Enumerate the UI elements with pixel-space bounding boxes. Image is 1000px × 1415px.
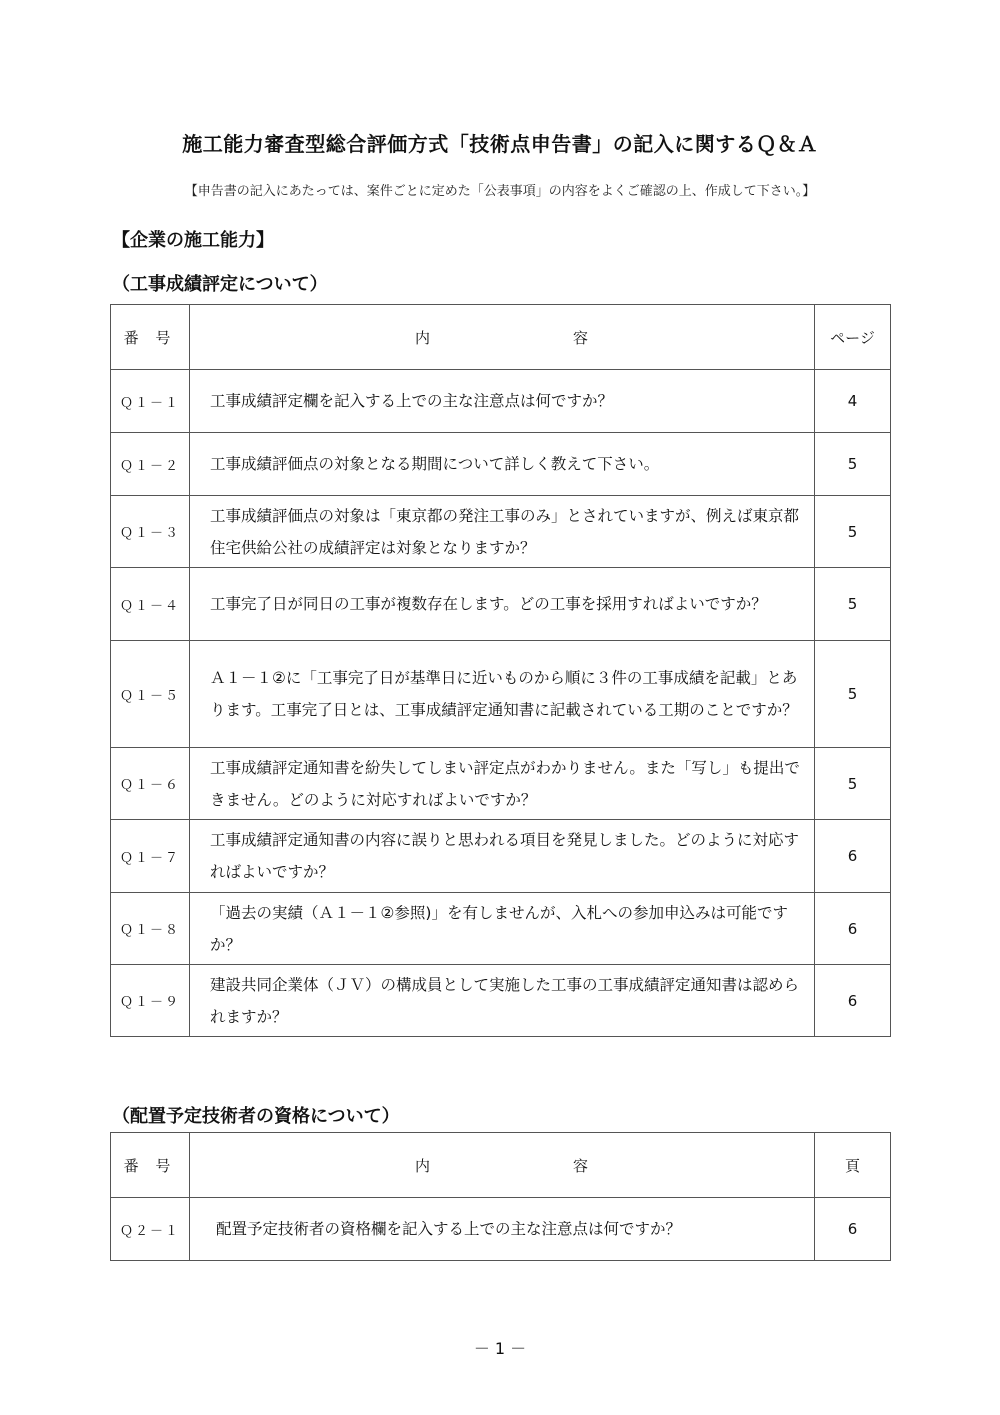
page-number: 5	[815, 496, 891, 568]
table-row	[111, 965, 891, 1037]
question-number: Ｑ１－９	[111, 965, 190, 1037]
table-row	[111, 820, 891, 893]
header-content: 内 容	[190, 1133, 815, 1198]
header-number: 番 号	[111, 1133, 190, 1198]
table-row	[111, 568, 891, 641]
question-number: Ｑ２－１	[111, 1198, 190, 1261]
header-content: 内 容	[190, 305, 815, 370]
qa-table-performance	[110, 304, 891, 1037]
question-number: Ｑ１－８	[111, 893, 190, 965]
page-number: 6	[815, 1198, 891, 1261]
question-number: Ｑ１－４	[111, 568, 190, 641]
question-number: Ｑ１－７	[111, 820, 190, 893]
instruction-note: 【申告書の記入にあたっては、案件ごとに定めた「公表事項」の内容をよくご確認の上、作成して下さい。】	[184, 184, 816, 199]
table-row	[111, 748, 891, 820]
page-number: 5	[815, 433, 891, 496]
table-row	[111, 1198, 891, 1261]
document-title: 施工能力審査型総合評価方式「技術点申告書」の記入に関するＱ＆Ａ	[182, 132, 818, 156]
page-number: 6	[815, 820, 891, 893]
subsection-heading-performance: （工事成績評定について）	[112, 274, 328, 295]
question-text: 建設共同企業体（ＪＶ）の構成員として実施した工事の工事成績評定通知書は認められますか？	[190, 965, 815, 1037]
header-number: 番 号	[111, 305, 190, 370]
question-text: 工事完了日が同日の工事が複数存在します。どの工事を採用すればよいですか？	[190, 568, 815, 641]
question-text: 工事成績評価点の対象となる期間について詳しく教えて下さい。	[190, 433, 815, 496]
table-header-row	[111, 1133, 891, 1198]
question-text: 工事成績評価点の対象は「東京都の発注工事のみ」とされていますが、例えば東京都住宅供給公社の成績評定は対象となりますか？	[190, 496, 815, 568]
page-footer: － 1 －	[473, 1339, 527, 1358]
question-number: Ｑ１－１	[111, 370, 190, 433]
page-number: 5	[815, 641, 891, 748]
subsection-heading-engineer: （配置予定技術者の資格について）	[112, 1106, 400, 1127]
question-text: 工事成績評定通知書の内容に誤りと思われる項目を発見しました。どのように対応すればよいですか？	[190, 820, 815, 893]
header-page: ページ	[815, 305, 891, 370]
page-number: 5	[815, 748, 891, 820]
question-number: Ｑ１－３	[111, 496, 190, 568]
page-number: 6	[815, 965, 891, 1037]
table-row	[111, 893, 891, 965]
question-text: 配置予定技術者の資格欄を記入する上での主な注意点は何ですか？	[190, 1198, 815, 1261]
table-row	[111, 496, 891, 568]
question-text: 工事成績評定欄を記入する上での主な注意点は何ですか？	[190, 370, 815, 433]
table-header-row	[111, 305, 891, 370]
question-text: 「過去の実績（Ａ１－１②参照)」を有しませんが、入札への参加申込みは可能ですか？	[190, 893, 815, 965]
question-text: Ａ１－１②に「工事完了日が基準日に近いものから順に３件の工事成績を記載」とあります。工事完了日とは、工事成績評定通知書に記載されている工期のことですか？	[190, 641, 815, 748]
question-text: 工事成績評定通知書を紛失してしまい評定点がわかりません。また「写し」も提出できません。どのように対応すればよいですか？	[190, 748, 815, 820]
header-page: 頁	[815, 1133, 891, 1198]
table-row	[111, 370, 891, 433]
question-number: Ｑ１－６	[111, 748, 190, 820]
section-heading: 【企業の施工能力】	[112, 230, 274, 251]
question-number: Ｑ１－２	[111, 433, 190, 496]
qa-table-engineer	[110, 1132, 891, 1261]
page-number: 5	[815, 568, 891, 641]
page-number: 4	[815, 370, 891, 433]
table-row	[111, 433, 891, 496]
table-row	[111, 641, 891, 748]
question-number: Ｑ１－５	[111, 641, 190, 748]
page-number: 6	[815, 893, 891, 965]
